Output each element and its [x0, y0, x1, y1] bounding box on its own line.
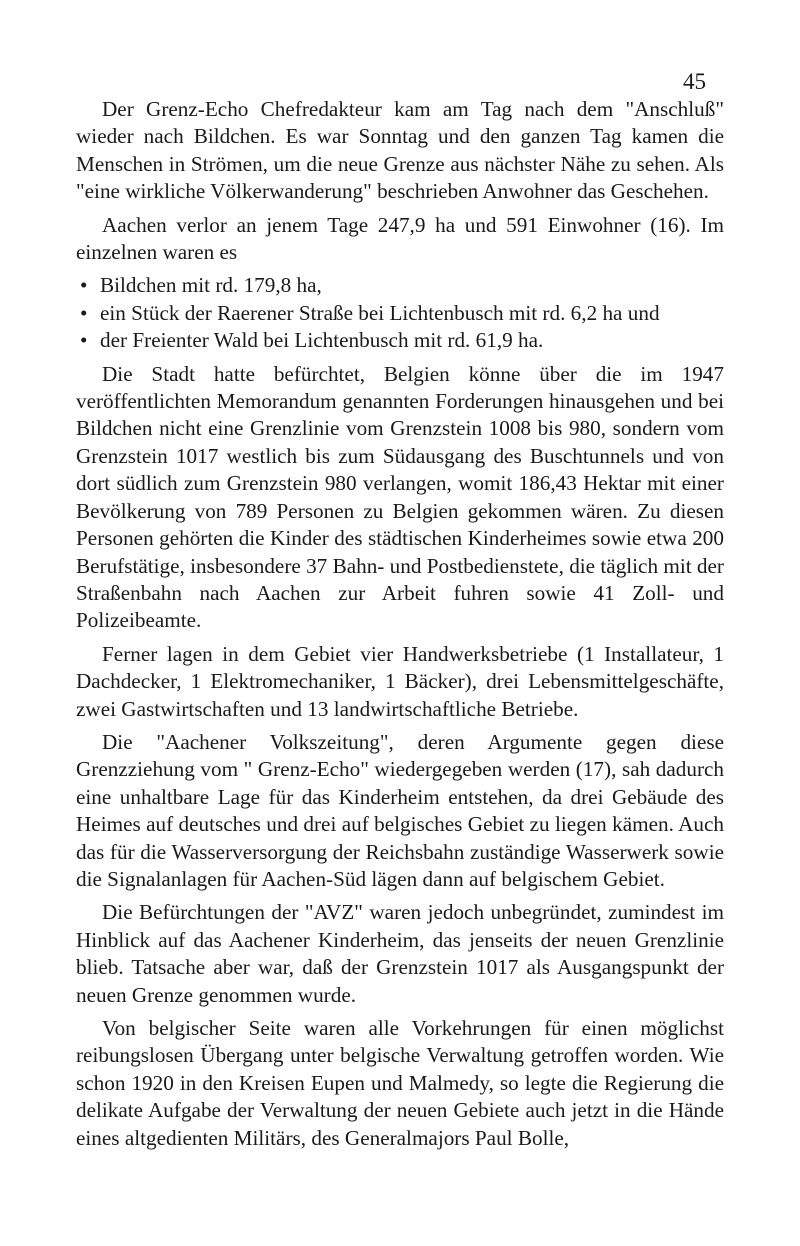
list-item: • ein Stück der Raerener Straße bei Lichtenbusch mit rd. 6,2 ha und: [76, 300, 724, 327]
paragraph-handwerksbetriebe: Ferner lagen in dem Gebiet vier Handwerksbetriebe (1 Installateur, 1 Dachdecker, 1 Elektromechaniker, 1 Bäcker), drei Lebensmittelgeschäfte, zwei Gastwirtschaften und 13 landwirtschaftliche Betriebe.: [76, 641, 724, 721]
paragraph-aachen-verlor: Aachen verlor an jenem Tage 247,9 ha und 591 Einwohner (16). Im einzelnen waren es: [76, 212, 724, 265]
paragraph-chefredakteur: Der Grenz-Echo Chefredakteur kam am Tag nach dem "Anschluß" wieder nach Bildchen. Es war Sonntag und den ganzen Tag kamen die Menschen in Strömen, um die neue Grenze aus nächster Nähe zu sehen. Als "eine wirkliche Völkerwanderung" beschrieben Anwohner das Geschehen.: [76, 97, 724, 204]
area-list: [76, 272, 724, 354]
paragraph-belgische-seite: Von belgischer Seite waren alle Vorkehrungen für einen möglichst reibungslosen Übergang unter belgische Verwaltung getroffen worden. Wie schon 1920 in den Kreisen Eupen und Malmedy, so legte die Regierung die delikate Aufgabe der Verwaltung der neuen Gebiete auch jetzt in die Hände eines altgedienten Militärs, des Generalmajors Paul Bolle,: [76, 1016, 724, 1150]
list-item: • Bildchen mit rd. 179,8 ha,: [76, 272, 724, 299]
page-number: 45: [683, 69, 706, 94]
list-item: • der Freienter Wald bei Lichtenbusch mit rd. 61,9 ha.: [76, 327, 724, 354]
body-text: [76, 96, 724, 1158]
paragraph-volkszeitung: Die "Aachener Volkszeitung", deren Argumente gegen diese Grenzziehung vom " Grenz-Echo" wiedergegeben werden (17), sah dadurch eine unhaltbare Lage für das Kinderheim entstehen, da drei Gebäude des Heimes auf deutsches und drei auf belgisches Gebiet zu liegen kämen. Auch das für die Wasserversorgung der Reichsbahn zuständige Wasserwerk sowie die Signalanlagen für Aachen-Süd lägen dann auf belgischem Gebiet.: [76, 729, 724, 891]
paragraph-befuerchtungen-avz: Die Befürchtungen der "AVZ" waren jedoch unbegründet, zumindest im Hinblick auf das Aachener Kinderheim, das jenseits der neuen Grenzlinie blieb. Tatsache aber war, daß der Grenzstein 1017 als Ausgangspunkt der neuen Grenze genommen wurde.: [76, 900, 724, 1007]
paragraph-stadt-befuerchtet: Die Stadt hatte befürchtet, Belgien könne über die im 1947 veröffentlichten Memorandum genannten Forderungen hinausgehen und bei Bildchen nicht eine Grenzlinie vom Grenzstein 1008 bis 980, sondern vom Grenzstein 1017 westlich bis zum Südausgang des Buschtunnels und von dort südlich zum Grenzstein 980 verlangen, womit 186,43 Hektar mit einer Bevölkerung von 789 Personen zu Belgien gekommen wären. Zu diesen Personen gehörten die Kinder des städtischen Kinderheimes sowie etwa 200 Berufstätige, insbesondere 37 Bahn- und Postbedienstete, die täglich mit der Straßenbahn nach Aachen zur Arbeit fuhren sowie 41 Zoll- und Polizeibeamte.: [76, 361, 724, 633]
